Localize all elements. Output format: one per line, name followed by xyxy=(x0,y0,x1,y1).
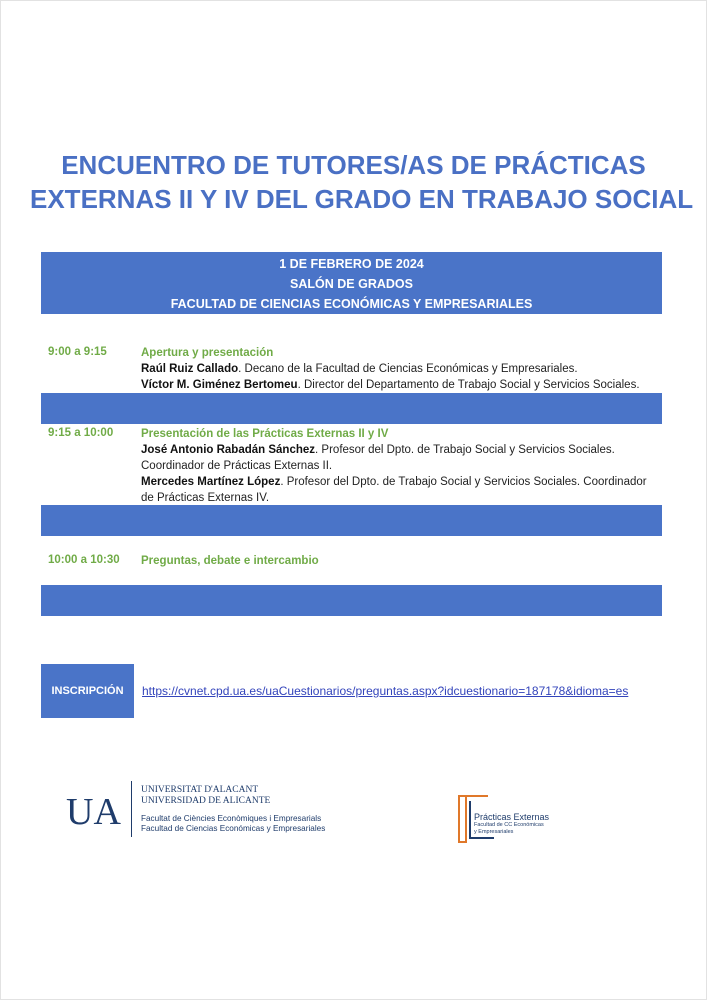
session-3-title: Preguntas, debate e intercambio xyxy=(141,555,319,567)
ua-institution-text xyxy=(141,785,325,834)
speaker-role: . Profesor del Dpto. de Trabajo Social y Servicios Sociales. Coordinador de Prácticas Externas II. xyxy=(141,444,615,472)
session-3-time: 10:00 a 10:30 xyxy=(48,554,120,566)
ua-logo-divider xyxy=(131,781,132,837)
pe-subtitle-1: Facultad de CC Económicas xyxy=(474,822,544,828)
event-faculty: FACULTAD DE CIENCIAS ECONÓMICAS Y EMPRESARIALES xyxy=(170,297,533,311)
speaker-name: José Antonio Rabadán Sánchez xyxy=(141,444,316,456)
session-1-time: 9:00 a 9:15 xyxy=(48,346,107,358)
pe-subtitle-2: y Empresariales xyxy=(474,829,514,835)
pe-title: Prácticas Externas xyxy=(474,812,550,822)
speaker-name: Raúl Ruiz Callado xyxy=(141,363,239,375)
session-1-speaker-1 xyxy=(141,361,661,377)
session-1-speaker-2 xyxy=(141,377,661,393)
session-2-time: 9:15 a 10:00 xyxy=(48,427,114,439)
event-info-banner xyxy=(41,252,662,314)
ua-logo xyxy=(66,786,126,832)
separator-bar-3 xyxy=(41,585,662,616)
page-title xyxy=(30,148,694,216)
separator-bar-2 xyxy=(41,505,662,536)
registration-link[interactable]: https://cvnet.cpd.ua.es/uaCuestionarios/preguntas.aspx?idcuestionario=187178&idioma=es xyxy=(142,684,629,698)
session-2-details xyxy=(141,426,661,506)
ua-name-valencian: UNIVERSITAT D'ALACANT xyxy=(141,785,259,795)
session-2-title: Presentación de las Prácticas Externas II y IV xyxy=(141,428,389,440)
event-room: SALÓN DE GRADOS xyxy=(290,277,413,291)
separator-bar-1 xyxy=(41,393,662,424)
session-1-title: Apertura y presentación xyxy=(141,347,274,359)
speaker-name: Mercedes Martínez López xyxy=(141,476,281,488)
session-2-speaker-1 xyxy=(141,442,661,474)
ua-logo-mark: UA xyxy=(66,791,121,832)
speaker-name: Víctor M. Giménez Bertomeu xyxy=(141,379,298,391)
speaker-role: . Profesor del Dpto. de Trabajo Social y Servicios Sociales. Coordinador de Prácticas Externas IV. xyxy=(141,476,647,504)
ua-name-spanish: UNIVERSIDAD DE ALICANTE xyxy=(141,796,271,806)
session-1-details xyxy=(141,345,661,393)
registration-label: INSCRIPCIÓN xyxy=(41,664,134,718)
event-date: 1 DE FEBRERO DE 2024 xyxy=(279,257,424,271)
session-3-details xyxy=(141,553,661,569)
title-line-1: ENCUENTRO DE TUTORES/AS DE PRÁCTICAS xyxy=(61,150,646,180)
faculty-name-valencian: Facultat de Ciències Econòmiques i Empresarials xyxy=(141,814,322,823)
speaker-role: . Director del Departamento de Trabajo Social y Servicios Sociales. xyxy=(297,379,640,391)
faculty-name-spanish: Facultad de Ciencias Económicas y Empresariales xyxy=(141,824,326,833)
speaker-role: . Decano de la Facultad de Ciencias Económicas y Empresariales. xyxy=(238,363,578,375)
session-2-speaker-2 xyxy=(141,474,661,506)
title-line-2: EXTERNAS II Y IV DEL GRADO EN TRABAJO SOCIAL xyxy=(30,184,694,214)
practicas-externas-text xyxy=(474,812,549,836)
